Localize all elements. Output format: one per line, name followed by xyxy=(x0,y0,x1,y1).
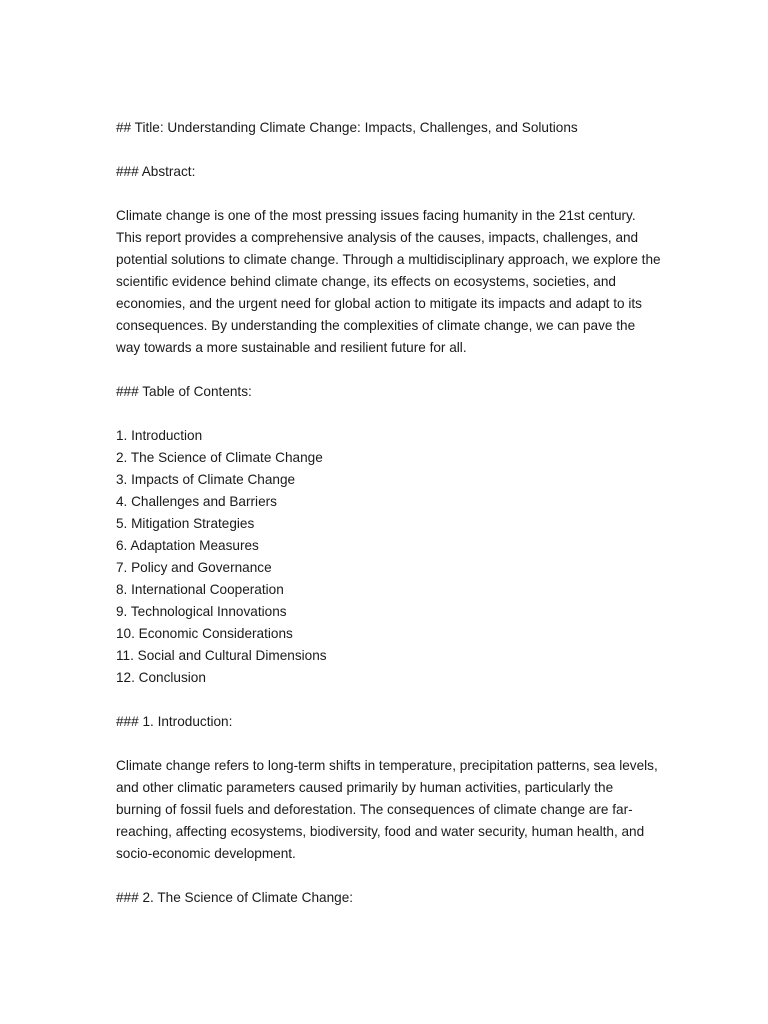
toc-item: 4. Challenges and Barriers xyxy=(116,494,277,509)
document-page xyxy=(116,117,661,909)
toc-item: 9. Technological Innovations xyxy=(116,604,287,619)
toc-heading: ### Table of Contents: xyxy=(116,384,252,399)
table-of-contents xyxy=(116,425,661,689)
spacer xyxy=(116,865,661,887)
spacer xyxy=(116,139,661,161)
introduction-heading: ### 1. Introduction: xyxy=(116,714,233,729)
toc-item: 7. Policy and Governance xyxy=(116,560,272,575)
toc-item: 8. International Cooperation xyxy=(116,582,284,597)
toc-item: 2. The Science of Climate Change xyxy=(116,450,323,465)
abstract-paragraph: Climate change is one of the most pressing issues facing humanity in the 21st century. This report provides a comprehensive analysis of the causes, impacts, challenges, and potential solutions to climate change. Through a multidisciplinary approach, we explore the scientific evidence behind climate change, its effects on ecosystems, societies, and economies, and the urgent need for global action to mitigate its impacts and adapt to its consequences. By understanding the complexities of climate change, we can pave the way towards a more sustainable and resilient future for all. xyxy=(116,208,661,355)
toc-item: 1. Introduction xyxy=(116,428,203,443)
spacer xyxy=(116,359,661,381)
science-heading: ### 2. The Science of Climate Change: xyxy=(116,890,354,905)
spacer xyxy=(116,689,661,711)
spacer xyxy=(116,183,661,205)
toc-item: 12. Conclusion xyxy=(116,670,206,685)
toc-item: 6. Adaptation Measures xyxy=(116,538,259,553)
abstract-heading: ### Abstract: xyxy=(116,164,196,179)
document-title: ## Title: Understanding Climate Change: Impacts, Challenges, and Solutions xyxy=(116,120,578,135)
toc-item: 10. Economic Considerations xyxy=(116,626,293,641)
spacer xyxy=(116,733,661,755)
spacer xyxy=(116,403,661,425)
introduction-paragraph: Climate change refers to long-term shifts in temperature, precipitation patterns, sea levels, and other climatic parameters caused primarily by human activities, particularly the burning of fossil fuels and deforestation. The consequences of climate change are far-reaching, affecting ecosystems, biodiversity, food and water security, human health, and socio-economic development. xyxy=(116,758,658,861)
toc-item: 3. Impacts of Climate Change xyxy=(116,472,296,487)
toc-item: 5. Mitigation Strategies xyxy=(116,516,255,531)
toc-item: 11. Social and Cultural Dimensions xyxy=(116,648,327,663)
